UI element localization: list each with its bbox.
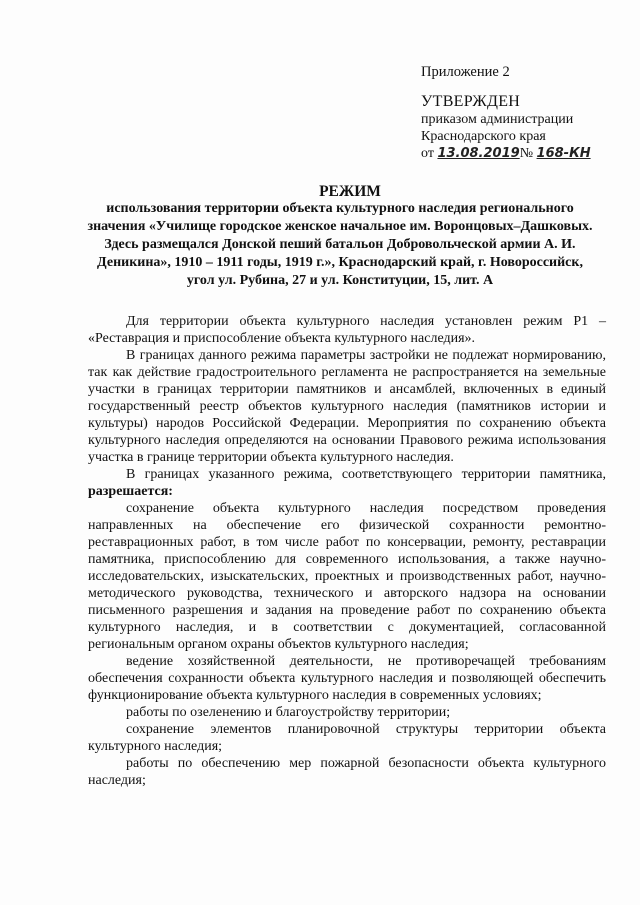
paragraph-3	[88, 466, 606, 500]
approval-line-2: Краснодарского края	[421, 129, 546, 144]
paragraph-3-bold: разрешается:	[88, 484, 173, 499]
order-line	[421, 145, 591, 162]
paragraph-3-text: В границах указанного режима, соответствующего территории памятника,	[126, 467, 606, 482]
order-number-label: №	[519, 146, 534, 161]
order-number: 168-КН	[536, 146, 591, 161]
appendix-label: Приложение 2	[421, 64, 510, 80]
approved-heading: УТВЕРЖДЕН	[421, 93, 521, 110]
paragraph-1: Для территории объекта культурного наследия установлен режим Р1 – «Реставрация и приспособление объекта культурного наследия».	[88, 314, 606, 346]
document-body	[88, 313, 606, 789]
paragraph-4: сохранение объекта культурного наследия посредством проведения направленных на обеспечение его физической сохранности ремонтно-реставрационных работ, в том числе работ по консервации, ремонту, реставрации памятника, приспособлению для современного использования, а также научно-исследовательских, изыскательских, проектных и производственных работ, научно-методического руководства, технического и авторского надзора на основании письменного разрешения и задания на проведение работ по сохранению объекта культурного наследия, и в соответствии с документацией, согласованной региональным органом охраны объектов культурного наследия;	[88, 501, 606, 652]
approval-line-1: приказом администрации	[421, 112, 574, 127]
paragraph-7: сохранение элементов планировочной структуры территории объекта культурного наследия;	[88, 722, 606, 754]
document-subtitle: использования территории объекта культурного наследия регионального значения «Училище городское женское начальное им. Воронцовых–Дашковых. Здесь размещался Донской пеший батальон Добровольческой армии А. И. Деникина», 1910 – 1911 годы, 1919 г.», Краснодарский край, г. Новороссийск, угол ул. Рубина, 27 и ул. Конституции, 15, лит. А	[87, 201, 593, 288]
approval-block	[421, 93, 591, 162]
paragraph-5: ведение хозяйственной деятельности, не противоречащей требованиям обеспечения сохранности объекта культурного наследия и позволяющей обеспечить функционирование объекта культурного наследия в современных условиях;	[88, 654, 606, 703]
order-prefix: от	[421, 146, 434, 161]
document-title: РЕЖИМ	[319, 183, 381, 200]
paragraph-6: работы по озеленению и благоустройству территории;	[126, 705, 451, 720]
paragraph-8: работы по обеспечению мер пожарной безопасности объекта культурного наследия;	[88, 756, 606, 788]
order-date: 13.08.2019	[437, 146, 520, 161]
paragraph-2: В границах данного режима параметры застройки не подлежат нормированию, так как действие градостроительного регламента не распространяется на земельные участки в границах территории памятников и ансамблей, включенных в единый государственный реестр объектов культурного наследия (памятников истории и культуры) народов Российской Федерации. Мероприятия по сохранению объекта культурного наследия определяются на основании Правового режима использования участка в границе территории объекта культурного наследия.	[88, 348, 606, 465]
